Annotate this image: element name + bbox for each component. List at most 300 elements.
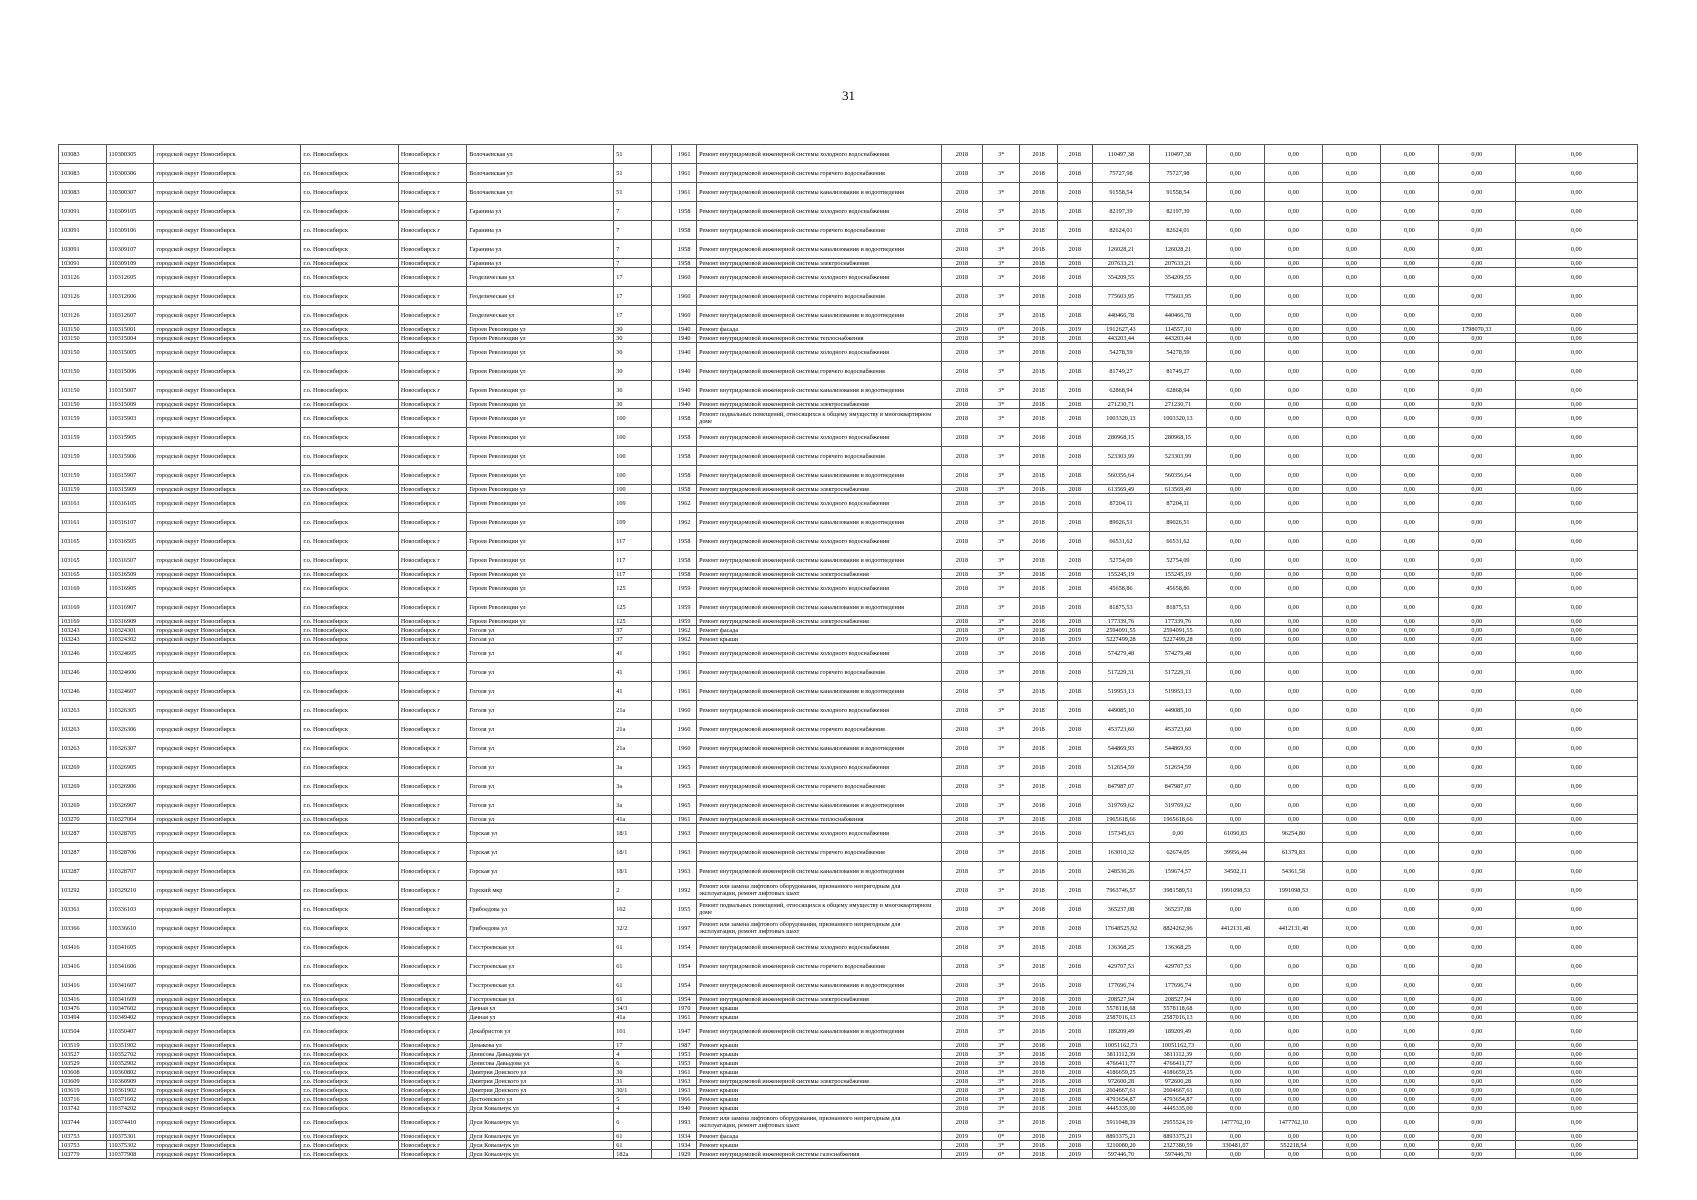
- cell-plan_year: 2018: [941, 815, 982, 824]
- cell-street: Грибоедова ул: [467, 900, 614, 919]
- cell-sub5: 0,00: [1438, 1104, 1515, 1113]
- cell-settlement: г.о. Новосибирск: [301, 976, 398, 995]
- cell-house: 41: [614, 663, 651, 682]
- cell-sub2: 0,00: [1264, 1077, 1322, 1086]
- cell-fund: 4766411,77: [1149, 1059, 1206, 1068]
- cell-building: [651, 1013, 672, 1022]
- cell-building: [651, 532, 672, 551]
- cell-city: Новосибирск г: [398, 1141, 466, 1150]
- cell-code: 103159: [59, 428, 107, 447]
- cell-settlement: г.о. Новосибирск: [301, 183, 398, 202]
- table-row: [59, 1086, 1638, 1095]
- cell-start: 2018: [1020, 1068, 1057, 1077]
- cell-sub5: 0,00: [1438, 409, 1515, 428]
- cell-street: Гаранина ул: [467, 202, 614, 221]
- cell-year: 1947: [672, 1022, 697, 1041]
- cell-sub6: 0,00: [1515, 758, 1637, 777]
- cell-street: Героев Революции ул: [467, 513, 614, 532]
- cell-work: Ремонт внутридомовой инженерной системы канализования и водоотведения: [697, 381, 942, 400]
- cell-house: 125: [614, 617, 651, 626]
- cell-house: 17: [614, 268, 651, 287]
- cell-sub5: 0,00: [1438, 617, 1515, 626]
- cell-street: Гэсстроевская ул: [467, 957, 614, 976]
- cell-sub4: 0,00: [1380, 1022, 1438, 1041]
- cell-building: [651, 598, 672, 617]
- cell-fund: 126028,21: [1149, 240, 1206, 259]
- table-row: [59, 815, 1638, 824]
- cell-work: Ремонт внутридомовой инженерной системы электроснабжения: [697, 570, 942, 579]
- cell-plan_year: 2018: [941, 758, 982, 777]
- cell-end: 2018: [1057, 1013, 1092, 1022]
- cell-fund: 847987,07: [1149, 777, 1206, 796]
- cell-building: [651, 663, 672, 682]
- cell-sub2: 0,00: [1264, 447, 1322, 466]
- cell-code: 103169: [59, 598, 107, 617]
- cell-city: Новосибирск г: [398, 1104, 466, 1113]
- cell-house: 51: [614, 164, 651, 183]
- cell-settlement: г.о. Новосибирск: [301, 777, 398, 796]
- cell-end: 2018: [1057, 900, 1092, 919]
- cell-year: 1961: [672, 164, 697, 183]
- cell-plan_year: 2018: [941, 381, 982, 400]
- cell-total: 177696,74: [1092, 976, 1149, 995]
- cell-end: 2018: [1057, 513, 1092, 532]
- cell-code: 103150: [59, 400, 107, 409]
- cell-fund: 114557,10: [1149, 325, 1206, 334]
- capital-repair-register-table: [58, 144, 1638, 1159]
- table-row: [59, 1141, 1638, 1150]
- cell-fund: 45658,86: [1149, 579, 1206, 598]
- cell-id: 110315007: [106, 381, 154, 400]
- cell-total: 87204,11: [1092, 494, 1149, 513]
- cell-sub5: 0,00: [1438, 1086, 1515, 1095]
- cell-work: Ремонт фасада: [697, 626, 942, 635]
- cell-total: 972600,28: [1092, 1077, 1149, 1086]
- cell-sub2: 0,00: [1264, 682, 1322, 701]
- cell-building: [651, 240, 672, 259]
- table-row: [59, 447, 1638, 466]
- cell-sub2: 0,00: [1264, 626, 1322, 635]
- cell-mark: 3*: [983, 843, 1020, 862]
- cell-sub2: 0,00: [1264, 409, 1322, 428]
- cell-sub2: 0,00: [1264, 635, 1322, 644]
- cell-fund: 972600,28: [1149, 1077, 1206, 1086]
- cell-sub1: 0,00: [1206, 815, 1264, 824]
- cell-fund: 110497,38: [1149, 145, 1206, 164]
- cell-sub3: 0,00: [1322, 551, 1380, 570]
- cell-street: Гоголя ул: [467, 720, 614, 739]
- cell-fund: 613569,49: [1149, 485, 1206, 494]
- cell-city: Новосибирск г: [398, 1013, 466, 1022]
- cell-fund: 81875,53: [1149, 598, 1206, 617]
- cell-year: 1958: [672, 532, 697, 551]
- cell-sub2: 0,00: [1264, 287, 1322, 306]
- cell-house: 21а: [614, 720, 651, 739]
- cell-code: 103161: [59, 513, 107, 532]
- cell-sub2: 0,00: [1264, 900, 1322, 919]
- cell-sub3: 0,00: [1322, 1141, 1380, 1150]
- cell-sub6: 0,00: [1515, 1041, 1637, 1050]
- cell-fund: 89026,51: [1149, 513, 1206, 532]
- cell-start: 2018: [1020, 626, 1057, 635]
- cell-start: 2018: [1020, 720, 1057, 739]
- cell-sub1: 0,00: [1206, 343, 1264, 362]
- table-row: [59, 570, 1638, 579]
- cell-building: [651, 976, 672, 995]
- table-row: [59, 1095, 1638, 1104]
- cell-municipality: городской округ Новосибирск: [154, 1141, 301, 1150]
- cell-start: 2018: [1020, 381, 1057, 400]
- cell-sub4: 0,00: [1380, 428, 1438, 447]
- cell-fund: 4793654,87: [1149, 1095, 1206, 1104]
- cell-sub5: 0,00: [1438, 343, 1515, 362]
- cell-sub4: 0,00: [1380, 570, 1438, 579]
- table-row: [59, 663, 1638, 682]
- table-row: [59, 145, 1638, 164]
- cell-sub6: 0,00: [1515, 1095, 1637, 1104]
- table-row: [59, 409, 1638, 428]
- cell-id: 110377908: [106, 1150, 154, 1159]
- cell-municipality: городской округ Новосибирск: [154, 720, 301, 739]
- cell-sub3: 0,00: [1322, 1150, 1380, 1159]
- cell-mark: 3*: [983, 824, 1020, 843]
- cell-work: Ремонт внутридомовой инженерной системы холодного водоснабжения: [697, 532, 942, 551]
- cell-code: 103519: [59, 1041, 107, 1050]
- cell-house: 4: [614, 1050, 651, 1059]
- cell-sub3: 0,00: [1322, 635, 1380, 644]
- cell-work: Ремонт внутридомовой инженерной системы канализования и водоотведения: [697, 682, 942, 701]
- cell-street: Дуси Ковальчук ул: [467, 1141, 614, 1150]
- cell-fund: 3981589,51: [1149, 881, 1206, 900]
- cell-sub2: 0,00: [1264, 145, 1322, 164]
- cell-sub3: 0,00: [1322, 259, 1380, 268]
- cell-fund: 3811112,39: [1149, 1050, 1206, 1059]
- cell-end: 2018: [1057, 447, 1092, 466]
- cell-mark: 3*: [983, 777, 1020, 796]
- cell-sub6: 0,00: [1515, 701, 1637, 720]
- cell-house: 109: [614, 494, 651, 513]
- cell-sub6: 0,00: [1515, 938, 1637, 957]
- cell-house: 162: [614, 900, 651, 919]
- table-row: [59, 881, 1638, 900]
- cell-start: 2018: [1020, 777, 1057, 796]
- cell-code: 103263: [59, 739, 107, 758]
- cell-fund: 62674,05: [1149, 843, 1206, 862]
- cell-work: Ремонт внутридомовой инженерной системы холодного водоснабжения: [697, 145, 942, 164]
- cell-sub3: 0,00: [1322, 1050, 1380, 1059]
- cell-municipality: городской округ Новосибирск: [154, 447, 301, 466]
- cell-end: 2018: [1057, 796, 1092, 815]
- cell-code: 103165: [59, 570, 107, 579]
- cell-work: Ремонт крыши: [697, 1095, 942, 1104]
- cell-sub5: 0,00: [1438, 976, 1515, 995]
- cell-sub2: 4412131,48: [1264, 919, 1322, 938]
- cell-house: 30/1: [614, 1086, 651, 1095]
- cell-building: [651, 494, 672, 513]
- cell-sub5: 0,00: [1438, 635, 1515, 644]
- cell-total: 4445335,00: [1092, 1104, 1149, 1113]
- cell-house: 21а: [614, 701, 651, 720]
- cell-id: 110341606: [106, 957, 154, 976]
- cell-sub4: 0,00: [1380, 1050, 1438, 1059]
- cell-sub3: 0,00: [1322, 796, 1380, 815]
- cell-city: Новосибирск г: [398, 570, 466, 579]
- table-row: [59, 494, 1638, 513]
- cell-sub1: 0,00: [1206, 1004, 1264, 1013]
- cell-sub6: 0,00: [1515, 570, 1637, 579]
- cell-mark: 3*: [983, 881, 1020, 900]
- cell-fund: 87204,11: [1149, 494, 1206, 513]
- cell-sub6: 0,00: [1515, 1004, 1637, 1013]
- cell-municipality: городской округ Новосибирск: [154, 202, 301, 221]
- table-row: [59, 428, 1638, 447]
- cell-sub3: 0,00: [1322, 1104, 1380, 1113]
- cell-total: 75727,98: [1092, 164, 1149, 183]
- cell-code: 103742: [59, 1104, 107, 1113]
- cell-sub4: 0,00: [1380, 598, 1438, 617]
- cell-total: 847987,07: [1092, 777, 1149, 796]
- cell-start: 2018: [1020, 183, 1057, 202]
- cell-sub6: 0,00: [1515, 1077, 1637, 1086]
- cell-total: 2594091,55: [1092, 626, 1149, 635]
- cell-sub6: 0,00: [1515, 1132, 1637, 1141]
- cell-sub1: 0,00: [1206, 635, 1264, 644]
- cell-fund: 2327380,59: [1149, 1141, 1206, 1150]
- cell-year: 1940: [672, 325, 697, 334]
- cell-fund: 1965618,66: [1149, 815, 1206, 824]
- cell-year: 1929: [672, 1150, 697, 1159]
- cell-city: Новосибирск г: [398, 777, 466, 796]
- cell-start: 2018: [1020, 824, 1057, 843]
- cell-sub1: 0,00: [1206, 1104, 1264, 1113]
- cell-sub2: 0,00: [1264, 1022, 1322, 1041]
- cell-plan_year: 2018: [941, 343, 982, 362]
- cell-fund: 4445335,00: [1149, 1104, 1206, 1113]
- cell-house: 30: [614, 362, 651, 381]
- cell-mark: 3*: [983, 796, 1020, 815]
- cell-mark: 3*: [983, 466, 1020, 485]
- cell-city: Новосибирск г: [398, 400, 466, 409]
- cell-code: 103091: [59, 259, 107, 268]
- cell-mark: 3*: [983, 287, 1020, 306]
- cell-sub4: 0,00: [1380, 843, 1438, 862]
- cell-sub4: 0,00: [1380, 1041, 1438, 1050]
- cell-street: Героев Революции ул: [467, 343, 614, 362]
- cell-sub1: 0,00: [1206, 221, 1264, 240]
- cell-id: 110336610: [106, 919, 154, 938]
- cell-start: 2018: [1020, 796, 1057, 815]
- cell-street: Гоголя ул: [467, 644, 614, 663]
- cell-sub6: 0,00: [1515, 447, 1637, 466]
- cell-id: 110341607: [106, 976, 154, 995]
- cell-sub1: 0,00: [1206, 739, 1264, 758]
- cell-total: 54278,59: [1092, 343, 1149, 362]
- cell-fund: 449085,10: [1149, 701, 1206, 720]
- cell-year: 1965: [672, 796, 697, 815]
- cell-city: Новосибирск г: [398, 409, 466, 428]
- table-row: [59, 485, 1638, 494]
- cell-street: Волочаевская ул: [467, 145, 614, 164]
- cell-municipality: городской округ Новосибирск: [154, 1095, 301, 1104]
- cell-street: Горская ул: [467, 862, 614, 881]
- cell-sub5: 0,00: [1438, 1041, 1515, 1050]
- cell-sub4: 0,00: [1380, 995, 1438, 1004]
- cell-total: 10051162,73: [1092, 1041, 1149, 1050]
- table-row: [59, 1077, 1638, 1086]
- cell-building: [651, 306, 672, 325]
- cell-plan_year: 2018: [941, 1022, 982, 1041]
- cell-code: 103504: [59, 1022, 107, 1041]
- cell-house: 3а: [614, 758, 651, 777]
- cell-building: [651, 466, 672, 485]
- cell-id: 110315006: [106, 362, 154, 381]
- cell-house: 61: [614, 1132, 651, 1141]
- table-row: [59, 1068, 1638, 1077]
- cell-building: [651, 1068, 672, 1077]
- cell-id: 110341609: [106, 995, 154, 1004]
- cell-total: 177339,76: [1092, 617, 1149, 626]
- cell-settlement: г.о. Новосибирск: [301, 919, 398, 938]
- cell-building: [651, 268, 672, 287]
- cell-sub1: 0,00: [1206, 579, 1264, 598]
- cell-year: 1959: [672, 617, 697, 626]
- cell-end: 2018: [1057, 824, 1092, 843]
- cell-start: 2018: [1020, 701, 1057, 720]
- cell-sub6: 0,00: [1515, 995, 1637, 1004]
- cell-code: 103263: [59, 720, 107, 739]
- cell-sub6: 0,00: [1515, 1141, 1637, 1150]
- cell-sub2: 0,00: [1264, 1050, 1322, 1059]
- cell-sub2: 0,00: [1264, 259, 1322, 268]
- cell-sub2: 0,00: [1264, 164, 1322, 183]
- cell-year: 1963: [672, 1077, 697, 1086]
- cell-start: 2018: [1020, 447, 1057, 466]
- cell-mark: 3*: [983, 701, 1020, 720]
- cell-plan_year: 2018: [941, 900, 982, 919]
- cell-start: 2018: [1020, 1077, 1057, 1086]
- cell-settlement: г.о. Новосибирск: [301, 635, 398, 644]
- cell-start: 2018: [1020, 1113, 1057, 1132]
- cell-house: 18/1: [614, 843, 651, 862]
- cell-fund: 319769,62: [1149, 796, 1206, 815]
- cell-mark: 3*: [983, 758, 1020, 777]
- cell-year: 1940: [672, 1104, 697, 1113]
- cell-house: 41а: [614, 1013, 651, 1022]
- cell-street: Дуси Ковальчук ул: [467, 1132, 614, 1141]
- table-row: [59, 739, 1638, 758]
- cell-building: [651, 1132, 672, 1141]
- cell-total: 519953,13: [1092, 682, 1149, 701]
- cell-settlement: г.о. Новосибирск: [301, 164, 398, 183]
- cell-plan_year: 2018: [941, 513, 982, 532]
- cell-start: 2018: [1020, 938, 1057, 957]
- cell-building: [651, 485, 672, 494]
- cell-start: 2018: [1020, 145, 1057, 164]
- cell-municipality: городской округ Новосибирск: [154, 334, 301, 343]
- cell-id: 110326307: [106, 739, 154, 758]
- cell-end: 2018: [1057, 758, 1092, 777]
- cell-sub5: 0,00: [1438, 682, 1515, 701]
- cell-sub1: 0,00: [1206, 400, 1264, 409]
- cell-code: 103744: [59, 1113, 107, 1132]
- cell-street: Волочаевская ул: [467, 164, 614, 183]
- cell-code: 103246: [59, 644, 107, 663]
- cell-sub2: 0,00: [1264, 240, 1322, 259]
- cell-plan_year: 2018: [941, 1104, 982, 1113]
- table-row: [59, 843, 1638, 862]
- cell-start: 2018: [1020, 843, 1057, 862]
- cell-sub4: 0,00: [1380, 400, 1438, 409]
- cell-building: [651, 626, 672, 635]
- cell-end: 2018: [1057, 343, 1092, 362]
- cell-sub4: 0,00: [1380, 240, 1438, 259]
- cell-mark: 3*: [983, 570, 1020, 579]
- cell-plan_year: 2018: [941, 145, 982, 164]
- cell-municipality: городской округ Новосибирск: [154, 617, 301, 626]
- table-row: [59, 325, 1638, 334]
- cell-municipality: городской округ Новосибирск: [154, 485, 301, 494]
- cell-work: Ремонт внутридомовой инженерной системы холодного водоснабжения: [697, 343, 942, 362]
- cell-sub5: 0,00: [1438, 532, 1515, 551]
- cell-year: 1958: [672, 202, 697, 221]
- cell-start: 2018: [1020, 485, 1057, 494]
- cell-building: [651, 428, 672, 447]
- cell-settlement: г.о. Новосибирск: [301, 701, 398, 720]
- table-row: [59, 202, 1638, 221]
- cell-plan_year: 2018: [941, 447, 982, 466]
- cell-fund: 0,00: [1149, 824, 1206, 843]
- cell-work: Ремонт крыши: [697, 1059, 942, 1068]
- cell-house: 125: [614, 598, 651, 617]
- cell-plan_year: 2018: [941, 701, 982, 720]
- cell-year: 1960: [672, 720, 697, 739]
- cell-code: 103083: [59, 183, 107, 202]
- cell-settlement: г.о. Новосибирск: [301, 240, 398, 259]
- cell-street: Героев Революции ул: [467, 447, 614, 466]
- cell-fund: 775603,95: [1149, 287, 1206, 306]
- cell-sub2: 0,00: [1264, 1104, 1322, 1113]
- cell-sub4: 0,00: [1380, 551, 1438, 570]
- cell-plan_year: 2019: [941, 1150, 982, 1159]
- cell-sub4: 0,00: [1380, 701, 1438, 720]
- cell-sub6: 0,00: [1515, 617, 1637, 626]
- cell-plan_year: 2018: [941, 957, 982, 976]
- cell-sub6: 0,00: [1515, 287, 1637, 306]
- cell-sub5: 0,00: [1438, 400, 1515, 409]
- cell-street: Гоголя ул: [467, 626, 614, 635]
- cell-sub5: 0,00: [1438, 268, 1515, 287]
- cell-plan_year: 2018: [941, 598, 982, 617]
- cell-fund: 560356,64: [1149, 466, 1206, 485]
- cell-start: 2018: [1020, 598, 1057, 617]
- cell-id: 110300306: [106, 164, 154, 183]
- cell-end: 2018: [1057, 1068, 1092, 1077]
- cell-end: 2018: [1057, 1141, 1092, 1150]
- cell-municipality: городской округ Новосибирск: [154, 532, 301, 551]
- cell-sub3: 0,00: [1322, 720, 1380, 739]
- cell-plan_year: 2018: [941, 1068, 982, 1077]
- cell-sub2: 0,00: [1264, 758, 1322, 777]
- cell-sub2: 0,00: [1264, 701, 1322, 720]
- cell-sub2: 0,00: [1264, 325, 1322, 334]
- cell-city: Новосибирск г: [398, 1050, 466, 1059]
- cell-house: 37: [614, 635, 651, 644]
- cell-end: 2019: [1057, 1150, 1092, 1159]
- cell-sub4: 0,00: [1380, 758, 1438, 777]
- cell-sub2: 0,00: [1264, 1004, 1322, 1013]
- cell-fund: 429707,53: [1149, 957, 1206, 976]
- cell-start: 2018: [1020, 1150, 1057, 1159]
